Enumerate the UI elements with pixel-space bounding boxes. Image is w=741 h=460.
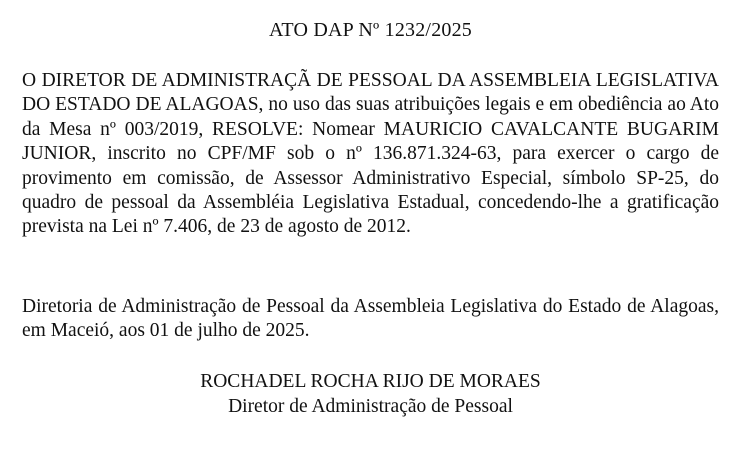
signatory-name: ROCHADEL ROCHA RIJO DE MORAES (200, 371, 541, 392)
closing-paragraph: Diretoria de Administração de Pessoal da Assembleia Legislativa do Estado de Alagoas, em Maceió, aos 01 de julho de 2025. (22, 296, 719, 342)
document-title: ATO DAP Nº 1232/2025 (269, 19, 472, 41)
signatory-role: Diretor de Administração de Pessoal (228, 396, 513, 417)
resolution-paragraph: O DIRETOR DE ADMINISTRAÇÃ DE PESSOAL DA ASSEMBLEIA LEGISLATIVA DO ESTADO DE ALAGOAS, no uso das suas atribuições legais e em obediência ao Ato da Mesa nº 003/2019, RESOLVE: Nomear MAURICIO CAVALCANTE BUGARIM JUNIOR, inscrito no CPF/MF sob o nº 136.871.324-63, para exercer o cargo de provimento em comissão, de Assessor Administrativo Especial, símbolo SP-25, do quadro de pessoal da Assembléia Legislativa Estadual, concedendo-lhe a gratificação prevista na Lei nº 7.406, de 23 de agosto de 2012. (22, 70, 719, 238)
